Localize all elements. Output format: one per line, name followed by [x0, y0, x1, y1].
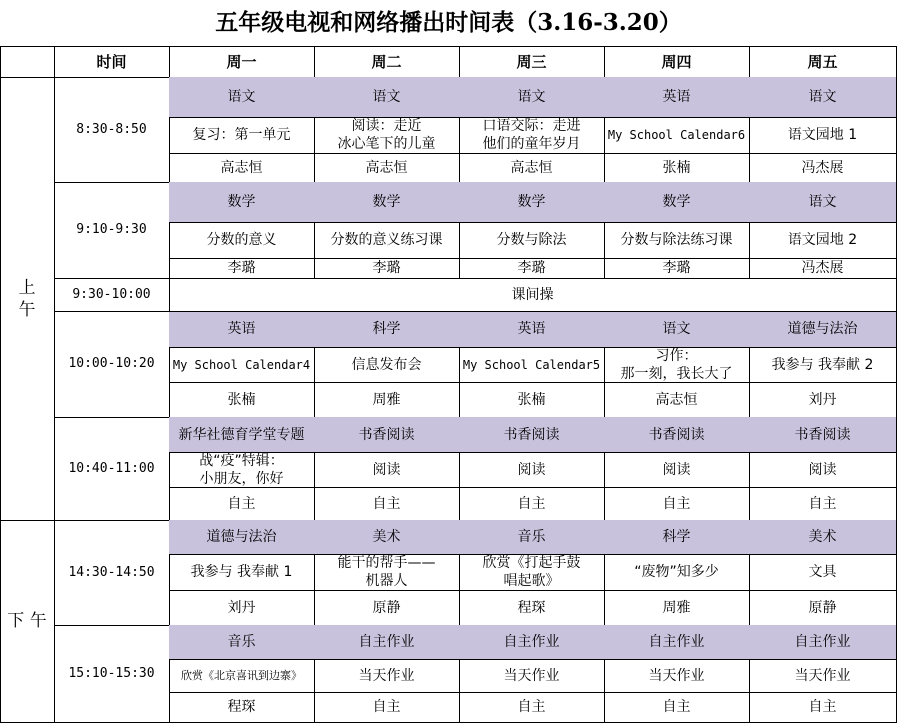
topic-cell: 阅读: [604, 452, 750, 488]
topic-cell: 我参与 我奉献 2: [749, 347, 897, 383]
teacher-cell: 程琛: [459, 590, 605, 626]
teacher-cell: 自主: [604, 487, 750, 521]
topic-cell: 我参与 我奉献 1: [169, 554, 315, 591]
topic-cell: 复习：第一单元: [169, 117, 315, 154]
topic-cell: 当天作业: [604, 659, 750, 693]
subject-cell: 语文: [749, 182, 897, 223]
teacher-cell: 程琛: [169, 692, 315, 723]
topic-cell: 当天作业: [749, 659, 897, 693]
teacher-cell: 李璐: [604, 258, 750, 279]
subject-cell: 语文: [169, 77, 315, 118]
time-slot: 10:40-11:00: [54, 417, 170, 521]
teacher-cell: 自主: [169, 487, 315, 521]
header-day-fri: 周五: [749, 46, 897, 78]
subject-cell: 音乐: [459, 520, 605, 555]
teacher-cell: 自主: [604, 692, 750, 723]
subject-cell: 自主作业: [604, 625, 750, 660]
subject-cell: 道德与法治: [749, 311, 897, 348]
teacher-cell: 冯杰展: [749, 153, 897, 183]
topic-cell: My School Calendar5: [459, 347, 605, 383]
subject-cell: 自主作业: [459, 625, 605, 660]
teacher-cell: 高志恒: [604, 382, 750, 418]
topic-cell: 语文园地 2: [749, 222, 897, 259]
teacher-cell: 自主: [459, 487, 605, 521]
break-label: 课间操: [169, 278, 897, 312]
subject-cell: 英语: [459, 311, 605, 348]
topic-cell: 阅读: [749, 452, 897, 488]
break-time: 9:30-10:00: [54, 278, 170, 312]
topic-cell: My School Calendar4: [169, 347, 315, 383]
topic-cell: 阅读：走近 冰心笔下的儿童: [314, 117, 460, 154]
teacher-cell: 李璐: [169, 258, 315, 279]
schedule-title: 五年级电视和网络播出时间表（3.16-3.20）: [215, 9, 682, 36]
teacher-cell: 自主: [314, 487, 460, 521]
schedule-table: [0, 46, 897, 723]
subject-cell: 科学: [314, 311, 460, 348]
teacher-cell: 李璐: [314, 258, 460, 279]
teacher-cell: 张楠: [169, 382, 315, 418]
topic-cell: 能干的帮手—— 机器人: [314, 554, 460, 591]
subject-cell: 科学: [604, 520, 750, 555]
topic-cell: 信息发布会: [314, 347, 460, 383]
subject-cell: 书香阅读: [459, 417, 605, 453]
topic-cell: 当天作业: [459, 659, 605, 693]
subject-cell: 美术: [314, 520, 460, 555]
period-afternoon: 下 午: [0, 520, 55, 723]
subject-cell: 语文: [604, 311, 750, 348]
subject-cell: 书香阅读: [749, 417, 897, 453]
subject-cell: 数学: [314, 182, 460, 223]
header-day-mon: 周一: [169, 46, 315, 78]
time-slot: 8:30-8:50: [54, 77, 170, 183]
time-slot: 10:00-10:20: [54, 311, 170, 418]
header-day-wed: 周三: [459, 46, 605, 78]
topic-cell: 阅读: [459, 452, 605, 488]
subject-cell: 道德与法治: [169, 520, 315, 555]
subject-cell: 英语: [169, 311, 315, 348]
teacher-cell: 自主: [314, 692, 460, 723]
teacher-cell: 自主: [749, 487, 897, 521]
teacher-cell: 张楠: [604, 153, 750, 183]
topic-cell: 战“疫”特辑： 小朋友，你好: [169, 452, 315, 488]
time-slot: 14:30-14:50: [54, 520, 170, 626]
subject-cell: 书香阅读: [604, 417, 750, 453]
period-morning: 上 午: [0, 77, 55, 521]
teacher-cell: 高志恒: [459, 153, 605, 183]
teacher-cell: 高志恒: [169, 153, 315, 183]
topic-cell: 语文园地 1: [749, 117, 897, 154]
subject-cell: 新华社德育学堂专题: [169, 417, 315, 453]
teacher-cell: 自主: [459, 692, 605, 723]
subject-cell: 英语: [604, 77, 750, 118]
topic-cell: 习作： 那一刻，我长大了: [604, 347, 750, 383]
topic-cell: 欣赏《打起手鼓 唱起歌》: [459, 554, 605, 591]
time-slot: 9:10-9:30: [54, 182, 170, 279]
subject-cell: 语文: [459, 77, 605, 118]
teacher-cell: 原静: [749, 590, 897, 626]
subject-cell: 数学: [459, 182, 605, 223]
subject-cell: 数学: [169, 182, 315, 223]
subject-cell: 音乐: [169, 625, 315, 660]
header-corner-cell: [0, 46, 55, 78]
subject-cell: 书香阅读: [314, 417, 460, 453]
teacher-cell: 李璐: [459, 258, 605, 279]
header-day-tue: 周二: [314, 46, 460, 78]
teacher-cell: 刘丹: [749, 382, 897, 418]
time-slot: 15:10-15:30: [54, 625, 170, 723]
topic-cell: 分数与除法: [459, 222, 605, 259]
teacher-cell: 自主: [749, 692, 897, 723]
topic-cell: 阅读: [314, 452, 460, 488]
topic-cell: 分数的意义练习课: [314, 222, 460, 259]
header-day-thu: 周四: [604, 46, 750, 78]
topic-cell: “废物”知多少: [604, 554, 750, 591]
teacher-cell: 高志恒: [314, 153, 460, 183]
teacher-cell: 周雅: [314, 382, 460, 418]
topic-cell: 欣赏《北京喜讯到边寨》: [169, 659, 315, 693]
teacher-cell: 冯杰展: [749, 258, 897, 279]
topic-cell: 当天作业: [314, 659, 460, 693]
topic-cell: 口语交际：走进 他们的童年岁月: [459, 117, 605, 154]
teacher-cell: 周雅: [604, 590, 750, 626]
subject-cell: 数学: [604, 182, 750, 223]
subject-cell: 语文: [749, 77, 897, 118]
topic-cell: 分数与除法练习课: [604, 222, 750, 259]
header-time: 时间: [54, 46, 170, 78]
topic-cell: 分数的意义: [169, 222, 315, 259]
teacher-cell: 张楠: [459, 382, 605, 418]
subject-cell: 语文: [314, 77, 460, 118]
subject-cell: 美术: [749, 520, 897, 555]
teacher-cell: 原静: [314, 590, 460, 626]
topic-cell: 文具: [749, 554, 897, 591]
topic-cell: My School Calendar6: [604, 117, 750, 154]
subject-cell: 自主作业: [749, 625, 897, 660]
subject-cell: 自主作业: [314, 625, 460, 660]
teacher-cell: 刘丹: [169, 590, 315, 626]
